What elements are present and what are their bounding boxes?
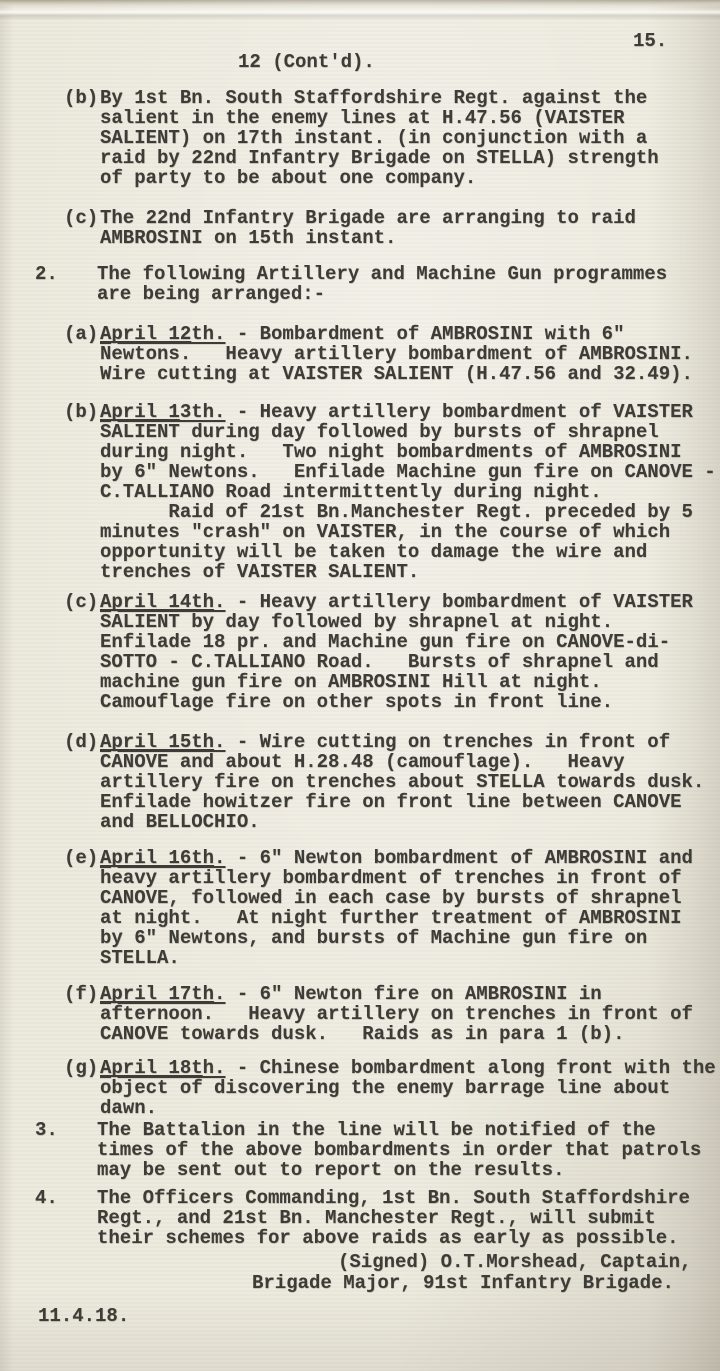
paragraph-text: [100, 324, 720, 384]
paragraph-text: [100, 592, 720, 712]
paragraph-line: The Officers Commanding, 1st Bn. South Staffordshire: [97, 1187, 690, 1209]
overlined-text: object of: [100, 1077, 203, 1099]
paragraph-line: CANOVE, followed in each case by bursts of shrapnel: [100, 887, 682, 909]
paragraph-line: their schemes for above raids as early as possible.: [97, 1227, 679, 1249]
paragraph-line: are being arranged:-: [97, 283, 326, 305]
paragraph-text: [100, 402, 720, 582]
section-heading: 12 (Cont'd).: [238, 51, 375, 73]
paragraph-text: [100, 1058, 720, 1118]
paragraph-label: (a): [64, 323, 99, 345]
paragraph-line: machine gun fire on AMBROSINI Hill at night.: [100, 671, 602, 693]
paragraph-line: by 6" Newtons, and bursts of Machine gun fire on: [100, 927, 648, 949]
overlined-text: Newtons.: [100, 343, 192, 365]
paragraph-line: April 13th. - Heavy artillery bombardment of VAISTER: [100, 401, 693, 423]
document-date: 11.4.18.: [38, 1305, 130, 1327]
underlined-date: April 13th.: [100, 401, 226, 423]
paragraph-line: may be sent out to report on the results.: [97, 1159, 565, 1181]
paragraph-label: 4.: [35, 1187, 58, 1209]
paragraph-line: of party to be about one company.: [100, 167, 477, 189]
paragraph-line: SALIENT by day followed by shrapnel at night.: [100, 611, 614, 633]
paragraph-line: SOTTO - C.TALLIANO Road. Bursts of shrapnel and: [100, 651, 659, 673]
paragraph-line: STELLA.: [100, 947, 180, 969]
paragraph-line: times of the above bombardments in order that patrols: [97, 1139, 702, 1161]
paragraph-line: salient in the enemy lines at H.47.56 (VAISTER: [100, 107, 625, 129]
paragraph-line: dawn.: [100, 1097, 158, 1119]
paragraph: [0, 984, 720, 1044]
paragraph-line: Newtons. Heavy artillery bombardment of AMBROSINI.: [100, 343, 693, 365]
paragraph-line: The following Artillery and Machine Gun programmes: [97, 263, 668, 285]
paragraph: [0, 208, 720, 248]
paragraph-label: (c): [64, 591, 99, 613]
paragraph-line: AMBROSINI on 15th instant.: [100, 227, 397, 249]
paragraph-label: (e): [64, 847, 99, 869]
paragraph-line: Enfilade howitzer fire on front line between CANOVE: [100, 791, 682, 813]
paragraph: [0, 592, 720, 712]
overlined-text: SALIENT: [100, 421, 180, 443]
paragraph: [0, 1120, 720, 1180]
underlined-date: April 12th.: [100, 323, 226, 345]
paragraph-label: (b): [64, 87, 99, 109]
paragraph-text: [100, 848, 720, 968]
paragraph-line: Wire cutting at VAISTER SALIENT (H.47.56 and 32.49).: [100, 363, 693, 385]
paragraph-line: at night. At night further treatment of AMBROSINI: [100, 907, 682, 929]
paragraph-line: afternoon. Heavy artillery on trenches in front of: [100, 1003, 693, 1025]
paragraph-text: [100, 732, 720, 832]
paragraph-line: by 6" Newtons. Enfilade Machine gun fire on CANOVE -: [100, 461, 716, 483]
paragraph: [0, 264, 720, 304]
paragraph-line: Camouflage fire on other spots in front line.: [100, 691, 614, 713]
paragraph-line: trenches of VAISTER SALIENT.: [100, 561, 420, 583]
paragraph-line: raid by 22nd Infantry Brigade on STELLA) strength: [100, 147, 659, 169]
underlined-date: April 14th.: [100, 591, 226, 613]
paragraph-text: [97, 1188, 720, 1248]
paragraph-line: April 18th. - Chinese bombardment along front with the: [100, 1057, 716, 1079]
signature-line-2: Brigade Major, 91st Infantry Brigade.: [252, 1272, 674, 1294]
paragraph-line: April 16th. - 6" Newton bombardment of AMBROSINI and: [100, 847, 693, 869]
paragraph-text: [100, 984, 720, 1044]
paragraph: [0, 1188, 720, 1248]
paragraph-line: and BELLOCHIO.: [100, 811, 260, 833]
paragraph: [0, 732, 720, 832]
paragraph-text: [100, 88, 720, 188]
paragraph-line: C.TALLIANO Road intermittently during night.: [100, 481, 602, 503]
paragraph-line: By 1st Bn. South Staffordshire Regt. against the: [100, 87, 648, 109]
paragraph-line: SALIENT during day followed by bursts of shrapnel: [100, 421, 659, 443]
paragraph-line: heavy artillery bombardment of trenches in front of: [100, 867, 682, 889]
paragraph: [0, 324, 720, 384]
paragraph-label: (d): [64, 731, 99, 753]
underlined-date: April 15th.: [100, 731, 226, 753]
paragraph-label: (g): [64, 1057, 99, 1079]
paragraph-text: [97, 1120, 720, 1180]
paragraph-line: Raid of 21st Bn.Manchester Regt. preceded by 5: [100, 501, 693, 523]
underlined-date: April 18th.: [100, 1057, 226, 1079]
paragraph-line: April 14th. - Heavy artillery bombardment of VAISTER: [100, 591, 693, 613]
paragraph-line: minutes "crash" on VAISTER, in the course of which: [100, 521, 671, 543]
overlined-text: CANOVE and: [100, 751, 215, 773]
paragraph-text: [100, 208, 720, 248]
page-number: 15.: [633, 30, 668, 52]
overlined-text: SALIENT by: [100, 611, 215, 633]
paragraph-label: (c): [64, 207, 99, 229]
signature-line-1: (Signed) O.T.Morshead, Captain,: [338, 1251, 692, 1273]
paragraph-line: CANOVE and about H.28.48 (camouflage). Heavy: [100, 751, 625, 773]
paragraph-line: Regt., and 21st Bn. Manchester Regt., will submit: [97, 1207, 656, 1229]
paragraph: [0, 402, 720, 582]
paragraph-line: CANOVE towards dusk. Raids as in para 1 (b).: [100, 1023, 625, 1045]
paragraph-line: object of discovering the enemy barrage line about: [100, 1077, 671, 1099]
paragraph-line: The Battalion in the line will be notified of the: [97, 1119, 656, 1141]
paragraph-line: artillery fire on trenches about STELLA towards dusk.: [100, 771, 705, 793]
paragraph-label: (b): [64, 401, 99, 423]
paragraph: [0, 88, 720, 188]
paragraph-line: SALIENT) on 17th instant. (in conjunction with a: [100, 127, 648, 149]
underlined-date: April 17th.: [100, 983, 226, 1005]
paragraph-label: 2.: [35, 263, 58, 285]
paragraph-text: [97, 264, 720, 304]
underlined-date: April 16th.: [100, 847, 226, 869]
paragraph-label: 3.: [35, 1119, 58, 1141]
paragraph-line: Enfilade 18 pr. and Machine gun fire on CANOVE-di-: [100, 631, 671, 653]
paragraph-line: April 12th. - Bombardment of AMBROSINI with 6": [100, 323, 625, 345]
paragraph-line: April 15th. - Wire cutting on trenches in front of: [100, 731, 671, 753]
overlined-text: afternoon.: [100, 1003, 215, 1025]
paragraph-line: The 22nd Infantry Brigade are arranging to raid: [100, 207, 636, 229]
paragraph: [0, 848, 720, 968]
paragraph-line: April 17th. - 6" Newton fire on AMBROSINI in: [100, 983, 602, 1005]
paragraph-line: during night. Two night bombardments of AMBROSINI: [100, 441, 682, 463]
overlined-text: heavy arti: [100, 867, 215, 889]
paragraph: [0, 1058, 720, 1118]
paragraph-line: opportunity will be taken to damage the wire and: [100, 541, 648, 563]
paragraph-label: (f): [64, 983, 99, 1005]
